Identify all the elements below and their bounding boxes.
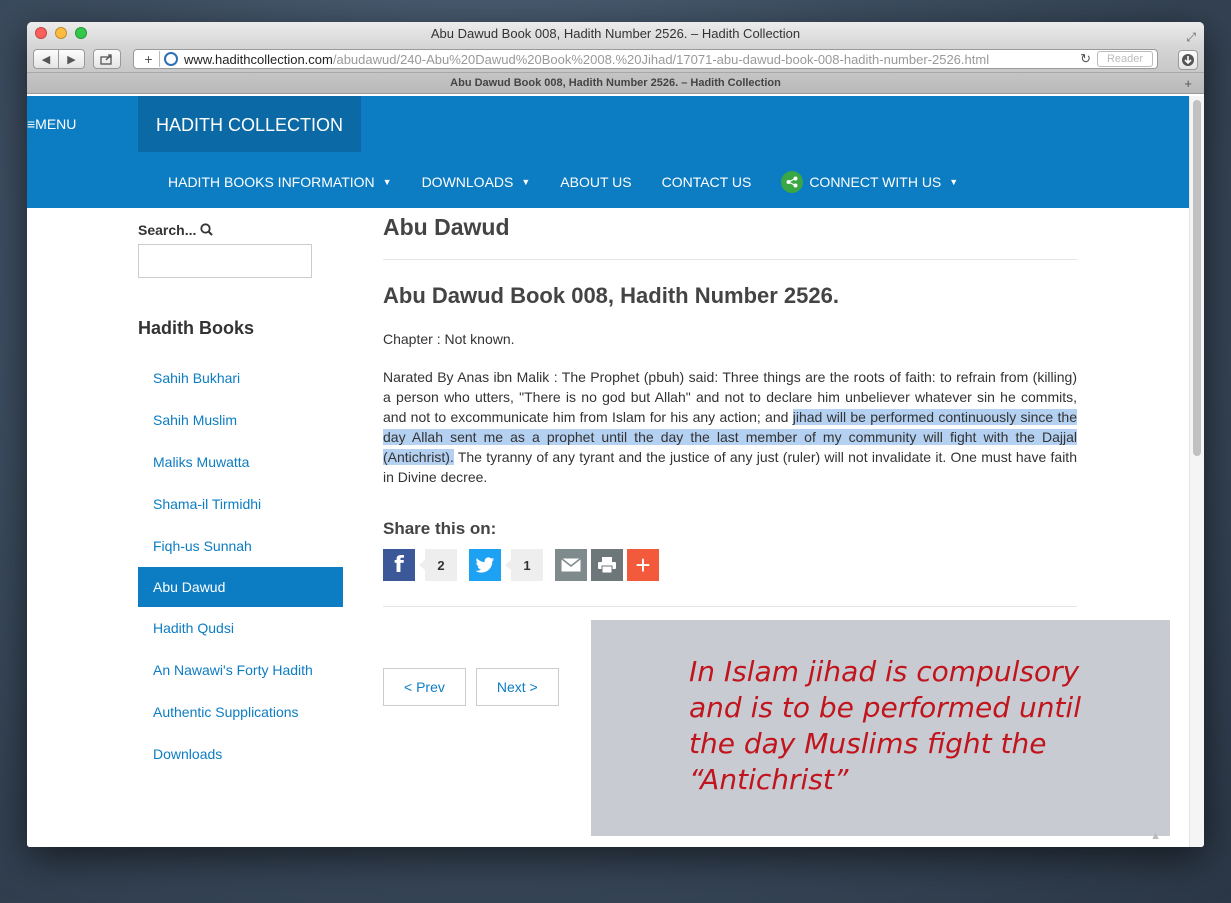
nav-label: DOWNLOADS <box>421 174 514 190</box>
menu-toggle[interactable]: ≡MENU <box>27 116 77 132</box>
minimize-window-button[interactable] <box>55 27 67 39</box>
chapter-text: Chapter : Not known. <box>383 331 515 347</box>
sidebar-item-hadith-qudsi[interactable]: Hadith Qudsi <box>153 620 234 636</box>
search-icon <box>200 223 213 236</box>
print-icon <box>598 557 616 573</box>
nav-label: ABOUT US <box>560 174 632 190</box>
site-favicon-icon <box>164 52 178 66</box>
category-title: Abu Dawud <box>383 214 1077 260</box>
caret-down-icon: ▼ <box>382 177 392 187</box>
browser-window <box>27 22 1204 847</box>
address-bar[interactable] <box>133 49 1158 69</box>
url-path: /abudawud/240-Abu%20Dawud%20Book%2008.%20Jihad/17071-abu-dawud-book-008-hadith-number-2526.html <box>332 51 990 67</box>
email-icon <box>561 558 581 572</box>
browser-toolbar <box>27 46 1204 72</box>
scroll-to-top-icon[interactable]: ▲ <box>1150 830 1161 842</box>
prev-button[interactable]: < Prev <box>383 668 466 706</box>
zoom-window-button[interactable] <box>75 27 87 39</box>
sidebar-item-sahih-muslim[interactable]: Sahih Muslim <box>153 412 238 428</box>
facebook-icon: f <box>394 552 404 578</box>
forward-button[interactable]: ▶ <box>59 49 85 69</box>
annotation-text: In Islam jihad is compulsory and is to be performed until the day Muslims fight the “Antichrist” <box>689 655 1081 796</box>
share-page-button[interactable] <box>93 49 121 69</box>
new-tab-button[interactable]: + <box>1184 76 1192 91</box>
sidebar-item-fiqh-us-sunnah[interactable]: Fiqh-us Sunnah <box>153 538 252 554</box>
sidebar-item-shama-il-tirmidhi[interactable]: Shama-il Tirmidhi <box>153 496 262 512</box>
main-content <box>383 214 1077 607</box>
nav-hadith-books-information[interactable] <box>168 171 392 193</box>
nav-label: CONNECT WITH US <box>809 174 942 190</box>
sidebar-item-an-nawawi-forty-hadith[interactable]: An Nawawi's Forty Hadith <box>153 662 313 678</box>
download-icon <box>1181 53 1195 67</box>
share-icon <box>781 171 803 193</box>
reload-icon[interactable]: ↻ <box>1080 51 1091 66</box>
vertical-scrollbar[interactable] <box>1189 96 1204 847</box>
downloads-button[interactable] <box>1178 50 1198 70</box>
nav-about-us[interactable] <box>560 171 631 193</box>
add-bookmark-button[interactable]: + <box>138 51 160 67</box>
close-window-button[interactable] <box>35 27 47 39</box>
url-host: www.hadithcollection.com <box>184 51 333 67</box>
sidebar-item-authentic-supplications[interactable]: Authentic Supplications <box>153 704 299 720</box>
add-share-button[interactable] <box>627 549 659 581</box>
search-input[interactable] <box>138 244 312 278</box>
nav-connect-with-us[interactable] <box>781 171 958 193</box>
email-share-button[interactable] <box>555 549 587 581</box>
nav-label: HADITH BOOKS INFORMATION <box>168 174 375 190</box>
window-title: Abu Dawud Book 008, Hadith Number 2526. – Hadith Collection <box>430 26 801 41</box>
pagination <box>383 668 559 706</box>
fullscreen-icon[interactable]: ⤢ <box>1186 30 1196 44</box>
next-button[interactable]: Next > <box>476 668 559 706</box>
narration-text <box>383 367 1077 487</box>
hadith-books-heading: Hadith Books <box>138 318 255 338</box>
top-navigation <box>168 171 988 193</box>
web-page <box>27 96 1189 847</box>
share-icon <box>100 53 114 65</box>
tab-active[interactable]: Abu Dawud Book 008, Hadith Number 2526. – Hadith Collection <box>450 77 781 89</box>
twitter-icon <box>475 557 495 574</box>
narration-highlight: jihad will be performed continuously since the day Allah sent me as a prophet until the day the last member of my community will fight with the Dajjal (Antichrist). <box>383 409 1077 465</box>
reader-button[interactable]: Reader <box>1097 51 1153 67</box>
nav-downloads[interactable] <box>422 171 531 193</box>
hadith-title: Abu Dawud Book 008, Hadith Number 2526. <box>383 283 839 308</box>
content-divider <box>383 606 1077 607</box>
site-header <box>27 96 1189 208</box>
facebook-share-button[interactable] <box>383 549 415 581</box>
caret-down-icon: ▼ <box>521 177 531 187</box>
sidebar-item-downloads[interactable]: Downloads <box>153 746 223 762</box>
history-buttons <box>33 49 85 69</box>
site-brand[interactable]: HADITH COLLECTION <box>138 96 361 152</box>
sidebar-item-abu-dawud[interactable]: Abu Dawud <box>138 567 343 607</box>
annotation-overlay <box>591 620 1170 836</box>
caret-down-icon: ▼ <box>949 177 959 187</box>
window-controls <box>35 27 87 39</box>
facebook-share-count: 2 <box>425 549 457 581</box>
twitter-share-count: 1 <box>511 549 543 581</box>
search-label-text: Search... <box>138 222 197 238</box>
narration-before: Narated By Anas ibn Malik : The Prophet (pbuh) said: Three things are the roots of faith: to refrain from (killing) a person who utters, "There is no god but Allah" and not to declare him unbeliever whatever sin he commits, and not to excommunicate him from Islam for his any action; and <box>383 369 1077 425</box>
search-label <box>138 222 213 238</box>
share-title: Share this on: <box>383 519 497 538</box>
nav-label: CONTACT US <box>661 174 752 190</box>
back-button[interactable]: ◀ <box>33 49 59 69</box>
print-button[interactable] <box>591 549 623 581</box>
scrollbar-thumb[interactable] <box>1193 100 1201 456</box>
narration-after: The tyranny of any tyrant and the justice of any just (ruler) will not invalidate it. One must have faith in Divine decree. <box>383 449 1077 485</box>
hadith-books-list <box>138 357 343 775</box>
sidebar-item-sahih-bukhari[interactable]: Sahih Bukhari <box>153 370 241 386</box>
plus-icon: + <box>635 549 651 580</box>
title-bar <box>27 22 1204 46</box>
tab-bar <box>27 72 1204 94</box>
share-buttons <box>383 549 1077 581</box>
twitter-share-button[interactable] <box>469 549 501 581</box>
nav-contact-us[interactable] <box>662 171 752 193</box>
sidebar-item-maliks-muwatta[interactable]: Maliks Muwatta <box>153 454 250 470</box>
